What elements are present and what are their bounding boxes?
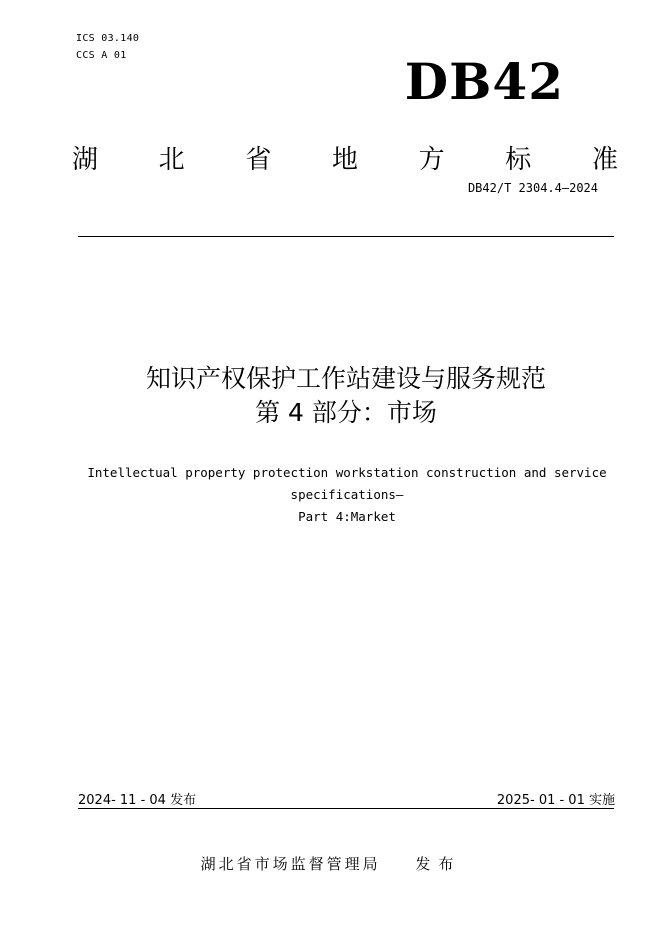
issue-action: 发布: [415, 855, 462, 873]
title-en-line: Intellectual property protection workstation construction and service: [87, 465, 607, 480]
standard-number: DB42/T 2304.4—2024: [467, 181, 598, 195]
footer-divider: [78, 808, 614, 809]
header-divider: [78, 236, 614, 237]
standard-type-char: 准: [591, 145, 618, 175]
standard-type-char: 湖: [72, 145, 99, 175]
document-title-cn: [78, 362, 614, 430]
standard-type-char: 地: [331, 145, 358, 175]
issue-date: 2024- 11 - 04 发布: [78, 793, 197, 808]
standard-code-logo: DB42: [404, 52, 564, 111]
title-cn-line: 第 4 部分：市场: [255, 398, 437, 427]
title-cn-line: 知识产权保护工作站建设与服务规范: [145, 364, 546, 393]
ics-code: ICS 03.140: [76, 33, 140, 44]
standard-type-char: 方: [418, 145, 445, 175]
standard-type-title: [72, 143, 618, 177]
standard-type-char: 北: [158, 145, 185, 175]
standard-type-char: 省: [245, 145, 272, 175]
title-en-line: Part 4:Market: [298, 509, 396, 524]
issuing-authority: 湖北省市场监督管理局: [200, 855, 381, 873]
standard-type-char: 标: [505, 145, 532, 175]
title-en-line: specifications—: [290, 487, 404, 502]
implementation-date: 2025- 01 - 01 实施: [496, 793, 615, 808]
issuer-line: [0, 853, 662, 874]
document-title-en: [66, 462, 628, 528]
ccs-code: CCS A 01: [76, 50, 127, 61]
